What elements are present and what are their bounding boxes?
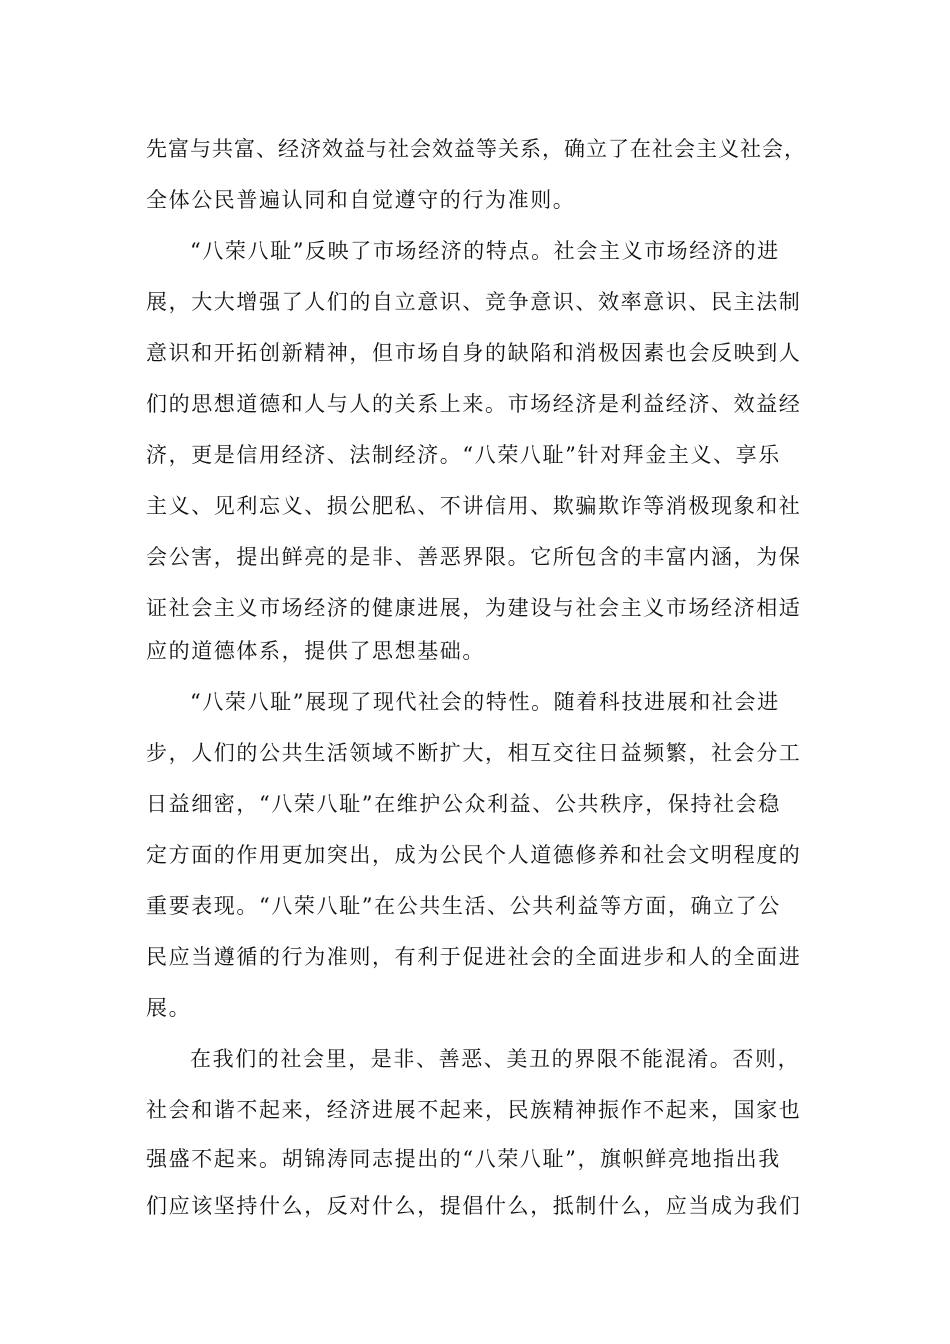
text-line: 证社会主义市场经济的健康进展，为建设与社会主义市场经济相适 xyxy=(146,596,802,620)
paragraph-start-line: “八荣八耻”反映了市场经济的特点。社会主义市场经济的进 xyxy=(190,239,780,263)
text-line: 意识和开拓创新精神，但市场自身的缺陷和消极因素也会反映到人 xyxy=(146,341,802,365)
text-line: 社会和谐不起来，经济进展不起来，民族精神振作不起来，国家也 xyxy=(146,1098,802,1122)
text-line: 展，大大增强了人们的自立意识、竞争意识、效率意识、民主法制 xyxy=(146,290,802,314)
text-line: 展。 xyxy=(146,996,192,1020)
text-line: 民应当遵循的行为准则，有利于促进社会的全面进步和人的全面进 xyxy=(146,945,802,969)
text-line: 日益细密，“八荣八耻”在维护公众利益、公共秩序，保持社会稳 xyxy=(146,792,781,816)
text-line: 全体公民普遍认同和自觉遵守的行为准则。 xyxy=(146,188,576,212)
text-line: 重要表现。“八荣八耻”在公共生活、公共利益等方面，确立了公 xyxy=(146,894,781,918)
text-line: 先富与共富、经济效益与社会效益等关系，确立了在社会主义社会， xyxy=(146,137,806,161)
paragraph-start-line: “八荣八耻”展现了现代社会的特性。随着科技进展和社会进 xyxy=(190,690,780,714)
text-line: 济，更是信用经济、法制经济。“八荣八耻”针对拜金主义、享乐 xyxy=(146,443,781,467)
text-line: 强盛不起来。胡锦涛同志提出的“八荣八耻”，旗帜鲜亮地指出我 xyxy=(146,1147,781,1171)
paragraph-start-line: 在我们的社会里，是非、善恶、美丑的界限不能混淆。否则， xyxy=(190,1047,801,1071)
text-line: 步，人们的公共生活领域不断扩大，相互交往日益频繁，社会分工 xyxy=(146,741,802,765)
text-line: 们的思想道德和人与人的关系上来。市场经济是利益经济、效益经 xyxy=(146,392,802,416)
text-line: 会公害，提出鲜亮的是非、善恶界限。它所包含的丰富内涵，为保 xyxy=(146,545,802,569)
text-line: 定方面的作用更加突出，成为公民个人道德修养和社会文明程度的 xyxy=(146,843,802,867)
text-line: 主义、见利忘义、损公肥私、不讲信用、欺骗欺诈等消极现象和社 xyxy=(146,494,802,518)
text-line: 应的道德体系，提供了思想基础。 xyxy=(146,639,485,663)
text-line: 们应该坚持什么，反对什么，提倡什么，抵制什么，应当成为我们 xyxy=(146,1194,802,1218)
